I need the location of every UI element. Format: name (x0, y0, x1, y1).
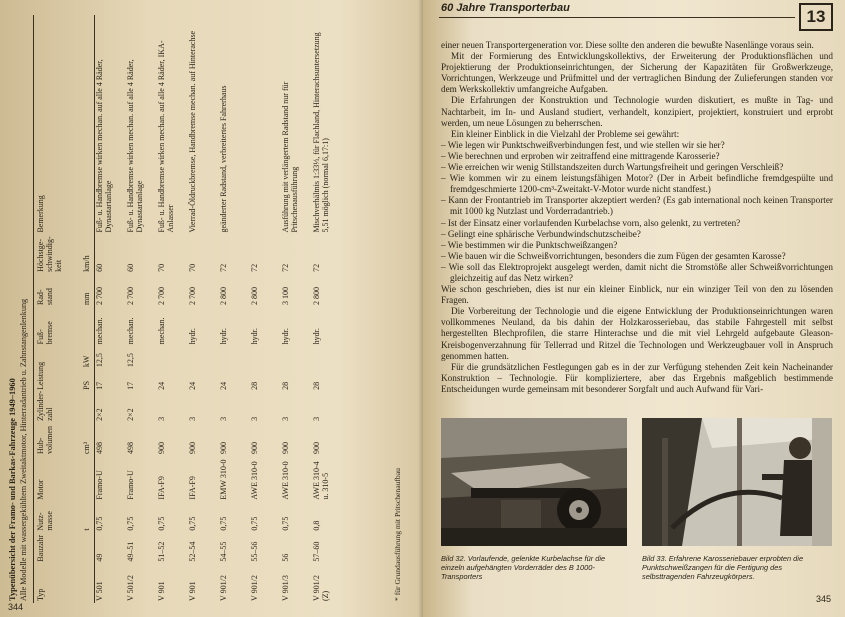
table-cell (250, 346, 281, 369)
page-number-left: 344 (8, 602, 24, 612)
table-cell: 3 (250, 416, 259, 421)
table-cell: 900 (188, 442, 197, 455)
table-cell: 70 (188, 263, 197, 272)
list-item: – Wie soll das Elektroprojekt ausgelegt werden, damit nicht die Stromstöße aller Schweißvorrichtungen gleichzeitig auf das Netz wirken? (441, 261, 833, 283)
table-cell: 60 (126, 263, 135, 272)
table-cell: 2 700 (126, 287, 135, 305)
running-header: 60 Jahre Transporterbau (441, 2, 570, 14)
table-cell: Mischverhältnis 1:33⅓, für Flachland, Hinterachsuntersetzung 5,51 möglich (normal 6,17:1) (312, 32, 331, 233)
table-cell: 3 (157, 416, 166, 421)
unit-cell: t (82, 502, 95, 533)
unit-cell: km/h (82, 235, 95, 274)
unit-cell: kW (82, 346, 95, 369)
caption-bild-33: Bild 33. Erfahrene Karosseriebauer erprobten die Punktschweißzangen für die Fertigung des selbsttragenden Fahrzeugkörpers. (642, 554, 804, 581)
photo-welding (642, 418, 832, 546)
table-cell: 72 (281, 263, 290, 272)
table-cell: 3 (312, 416, 321, 421)
table-cell: 0,75 (219, 516, 228, 531)
table-cell: hydr. (281, 328, 290, 345)
unit-cell: PS (82, 369, 95, 392)
body-text (441, 40, 833, 395)
table-cell: mechan. (95, 317, 104, 345)
table-cell: 0,75 (95, 516, 104, 531)
col-header: Hub-volumen (36, 426, 55, 455)
table-cell: IFA-F9 (157, 476, 166, 500)
table-cell: IFA-F9 (188, 476, 197, 500)
table-cell: 900 (312, 442, 321, 455)
table-cell: Fuß- u. Handbremse wirken mechan. auf alle 4 Räder, IKA-Anlasser (157, 40, 176, 233)
table-cell: hydr. (250, 328, 259, 345)
table-cell: 498 (126, 442, 135, 455)
table-cell: 2 800 (312, 287, 321, 305)
table-cell: 49–51 (126, 541, 135, 562)
table-row (188, 15, 219, 603)
unit-cell (82, 392, 95, 423)
table-cell: 54–55 (219, 541, 228, 562)
table-cell: 2 700 (188, 287, 197, 305)
table-body (95, 15, 344, 603)
table-cell: 2×2 (95, 408, 104, 421)
photo-front-axle (441, 418, 627, 546)
axle-photo-illustration (441, 418, 627, 546)
table-cell: 0,8 (312, 520, 321, 531)
table-cell: 56 (281, 553, 290, 562)
table-row (312, 15, 343, 603)
table-cell: 0,75 (157, 516, 166, 531)
table-cell: 17 (95, 381, 104, 390)
table-cell: 55–56 (250, 541, 259, 562)
table-cell (157, 346, 188, 369)
table-title: Typenübersicht der Framo- und Barkas-Fahrzeuge 1949–1960 (8, 378, 17, 601)
table-cell: 2 700 (95, 287, 104, 305)
table-cell: 52–54 (188, 541, 197, 562)
table-cell: 57–60 (312, 541, 321, 562)
unit-cell (82, 307, 95, 346)
table-cell: 70 (157, 263, 166, 272)
table-cell: hydr. (312, 328, 321, 345)
list-item: – Wie legen wir Punktschweißverbindungen fest, und wie stellen wir sie her? (441, 139, 725, 150)
unit-cell: cm³ (82, 423, 95, 456)
table-cell: Ausführung mit verlängertem Radstand nur für Pritschenausführung (281, 81, 300, 233)
table-cell: 900 (157, 442, 166, 455)
unit-cell: mm (82, 274, 95, 307)
table-cell: 28 (250, 381, 259, 390)
table-row (281, 15, 312, 603)
table-cell: 900 (281, 442, 290, 455)
table-cell (250, 15, 281, 235)
caption-bild-32: Bild 32. Vorlaufende, gelenkte Kurbelachse für die einzeln aufgehängten Vorderräder des B 1000-Transporters (441, 554, 606, 581)
list-item: – Wie bauen wir die Schweißvorrichtungen, besonders die zum Fügen der gesamten Karosse? (441, 250, 786, 261)
table-cell: 498 (95, 442, 104, 455)
table-cell: 3 (188, 416, 197, 421)
table-cell: geänderter Radstand, verbreitertes Fahrerhaus (219, 85, 228, 233)
right-page (423, 0, 845, 617)
table-header (36, 15, 82, 603)
col-header: Typ (36, 588, 45, 601)
table-cell: AWE 310-0 (281, 461, 290, 500)
paragraph: Die Vorbereitung der Technologie und die eigene Entwicklung der Produktionseinrichtungen waren vollkommenes Neuland, da bis dahin der Holzkarosseriebau, das stabile Fahrgestell mit selbst hergestellten Blechprofilen, die starre Hinterachse und die mit viel Lehrgeld aufgebaute Gleason-Kreisbogenverzahnung für Tellerrad und Ritzel die Technologen und Werkzeugbauer voll in Anspruch genommen hatten. (441, 306, 833, 361)
table-cell: AWE 310-4 u. 310-5 (312, 461, 331, 500)
question-list (441, 140, 833, 284)
list-item: – Wie berechnen und erproben wir zeitraffend eine mittragende Karosserie? (441, 150, 720, 161)
rotated-type-table (2, 8, 412, 613)
page-number-right: 345 (816, 594, 832, 604)
col-header: Fuß-bremse (36, 321, 55, 345)
list-item: – Wie kommen wir zu einem leistungsfähigen Motor? (Der in Arbeit befindliche fremdgespülte und fremdgeschmierte 1200-cm³-Zweitakt-V-Motor wurde nicht standfest.) (441, 173, 833, 195)
table-cell: 72 (250, 263, 259, 272)
table-subtitle: Alle Modelle mit wassergekühltem Zweitaktmotor, Hinterradantrieb u. Zahnstangenlenkung (19, 298, 28, 601)
table-cell: Framo-U (95, 470, 104, 500)
table-cell: EMW 310-0 (219, 459, 228, 500)
table-cell: 2 700 (157, 287, 166, 305)
list-item: – Ist der Einsatz einer vorlaufenden Kurbelachse vorn, also gelenkt, zu vertreten? (441, 217, 741, 228)
table-cell: hydr. (188, 328, 197, 345)
col-header: Nutz-masse (36, 511, 55, 531)
table-cell: 28 (312, 381, 321, 390)
table-cell: V 901/2 (250, 575, 259, 601)
table-cell: V 501 (95, 581, 104, 601)
list-item: – Gelingt eine sphärische Verbundwindschutzscheibe? (441, 228, 641, 239)
table-cell: V 901/2 (219, 575, 228, 601)
table-cell: 0,75 (281, 516, 290, 531)
col-header: Bemerkung (36, 195, 45, 233)
table-row (157, 15, 188, 603)
header-rule (439, 17, 795, 18)
table-cell: 3 (281, 416, 290, 421)
table-row (219, 15, 250, 603)
table-cell: V 901 (157, 581, 166, 601)
units-row (82, 15, 95, 603)
table-cell: 0,75 (126, 516, 135, 531)
table-cell: 24 (188, 381, 197, 390)
table-cell: 17 (126, 381, 135, 390)
table-cell: AWE 310-0 (250, 461, 259, 500)
col-header: Zylinder-zahl (36, 390, 55, 421)
table-cell: 12,5 (95, 353, 104, 368)
table-row (250, 15, 281, 603)
table-cell: 72 (312, 263, 321, 272)
table-row (126, 15, 157, 603)
table-top-rule (33, 15, 34, 603)
col-header: Leistung (36, 361, 45, 390)
table-cell (219, 346, 250, 369)
table-cell: 2×2 (126, 408, 135, 421)
paragraph: Mit der Formierung des Entwicklungskollektivs, der Erweiterung der Produktionsflächen und Projektierung der Produktionseinrichtungen, der Sicherung der Kapazitäten für Großwerkzeuge, Vorrichtungen, Werkzeuge und Prüfmittel und der vertraglichen Bindung der Zulieferungen standen vor dem Werkskollektiv umfangreiche Aufgaben. (441, 51, 833, 95)
table-cell: 24 (219, 381, 228, 390)
table-footnote: * für Grundausführung mit Pritschenaufbau (393, 468, 402, 601)
col-header: Rad-stand (36, 288, 55, 305)
table-cell: 49 (95, 553, 104, 562)
table-cell: 60 (95, 263, 104, 272)
col-header: Motor (36, 479, 45, 500)
table-cell: V 901 (188, 581, 197, 601)
table-cell: V 901/2 (Z) (312, 575, 331, 601)
table-cell: 900 (219, 442, 228, 455)
table-cell: 24 (157, 381, 166, 390)
table-cell: 3 100 (281, 287, 290, 305)
paragraph: Ein kleiner Einblick in die Vielzahl der Probleme sei gewährt: (451, 128, 680, 139)
table-cell (281, 346, 312, 369)
list-item: – Wie bestimmen wir die Punktschweißzangen? (441, 239, 618, 250)
table-cell: V 901/3 (281, 575, 290, 601)
type-table (36, 15, 343, 603)
unit-cell (82, 15, 95, 235)
table-cell: mechan. (157, 317, 166, 345)
table-cell: 2 800 (250, 287, 259, 305)
table-cell: 0,75 (250, 516, 259, 531)
paragraph: Die Erfahrungen der Konstruktion und Technologie wurden diskutiert, es mußte in Tag- und Nachtarbeit, im In- und Ausland studiert, verhandelt, konzipiert, projektiert, konstruiert und erprobt werden, um neue Lösungen zu beherrschen. (441, 95, 833, 128)
table-cell: 28 (281, 381, 290, 390)
table-cell: 72 (219, 263, 228, 272)
table-cell: 900 (250, 442, 259, 455)
table-cell: Vierrad-Öldruckbremse, Handbremse mechan. auf Hinterachse (188, 30, 197, 233)
unit-cell (82, 533, 95, 564)
chapter-number-box: 13 (799, 3, 833, 31)
table-cell: 0,75 (188, 516, 197, 531)
table-cell: Fuß- u. Handbremse wirken mechan. auf alle 4 Räder, Dynastartanlage (126, 59, 145, 233)
unit-cell (82, 456, 95, 502)
paragraph: einer neuen Transportergeneration vor. Diese sollte den anderen die bewußte Nasenlänge voraus sein. (441, 40, 814, 50)
paragraph: Wie schon geschrieben, dies ist nur ein kleiner Einblick, nur ein winziger Teil von den zu lösenden Fragen. (441, 284, 833, 306)
table-cell: 3 (219, 416, 228, 421)
unit-cell (82, 564, 95, 603)
list-item: – Kann der Frontantrieb im Transporter akzeptiert werden? (Es gab international noch keinen Transporter mit 1000 kg Nutzlast und Vorderradantrieb.) (441, 195, 833, 217)
table-cell: Framo-U (126, 470, 135, 500)
table-cell: Fuß- u. Handbremse wirken mechan. auf alle 4 Räder, Dynastartanlage (95, 59, 114, 233)
table-row (95, 15, 127, 603)
list-item: – Wie erreichen wir wenig Stillstandszeiten durch Wartungsfreiheit und geringen Verschleiß? (441, 162, 784, 173)
table-cell (312, 346, 343, 369)
paragraph: Für die grundsätzlichen Festlegungen gab es in der zur Verfügung stehenden Zeit kein Nacheinander Konstruktion – Technologie. Für kompliziertere, aber das Ergebnis maßgeblich bestimmende Entscheidungen wurde gemeinsam mit besonderer Sorgfalt und auch Aufwand für Vari- (441, 361, 833, 394)
table-cell: hydr. (219, 328, 228, 345)
table-cell: 51–52 (157, 541, 166, 562)
table-cell: 2 800 (219, 287, 228, 305)
col-header: Höchstge-schwindig-keit (36, 236, 64, 272)
table-cell: 12,5 (126, 353, 135, 368)
table-cell (188, 346, 219, 369)
table-cell: V 501/2 (126, 575, 135, 601)
col-header: Bauzahr (36, 535, 45, 562)
table-cell: mechan. (126, 317, 135, 345)
welding-photo-illustration (642, 418, 832, 546)
